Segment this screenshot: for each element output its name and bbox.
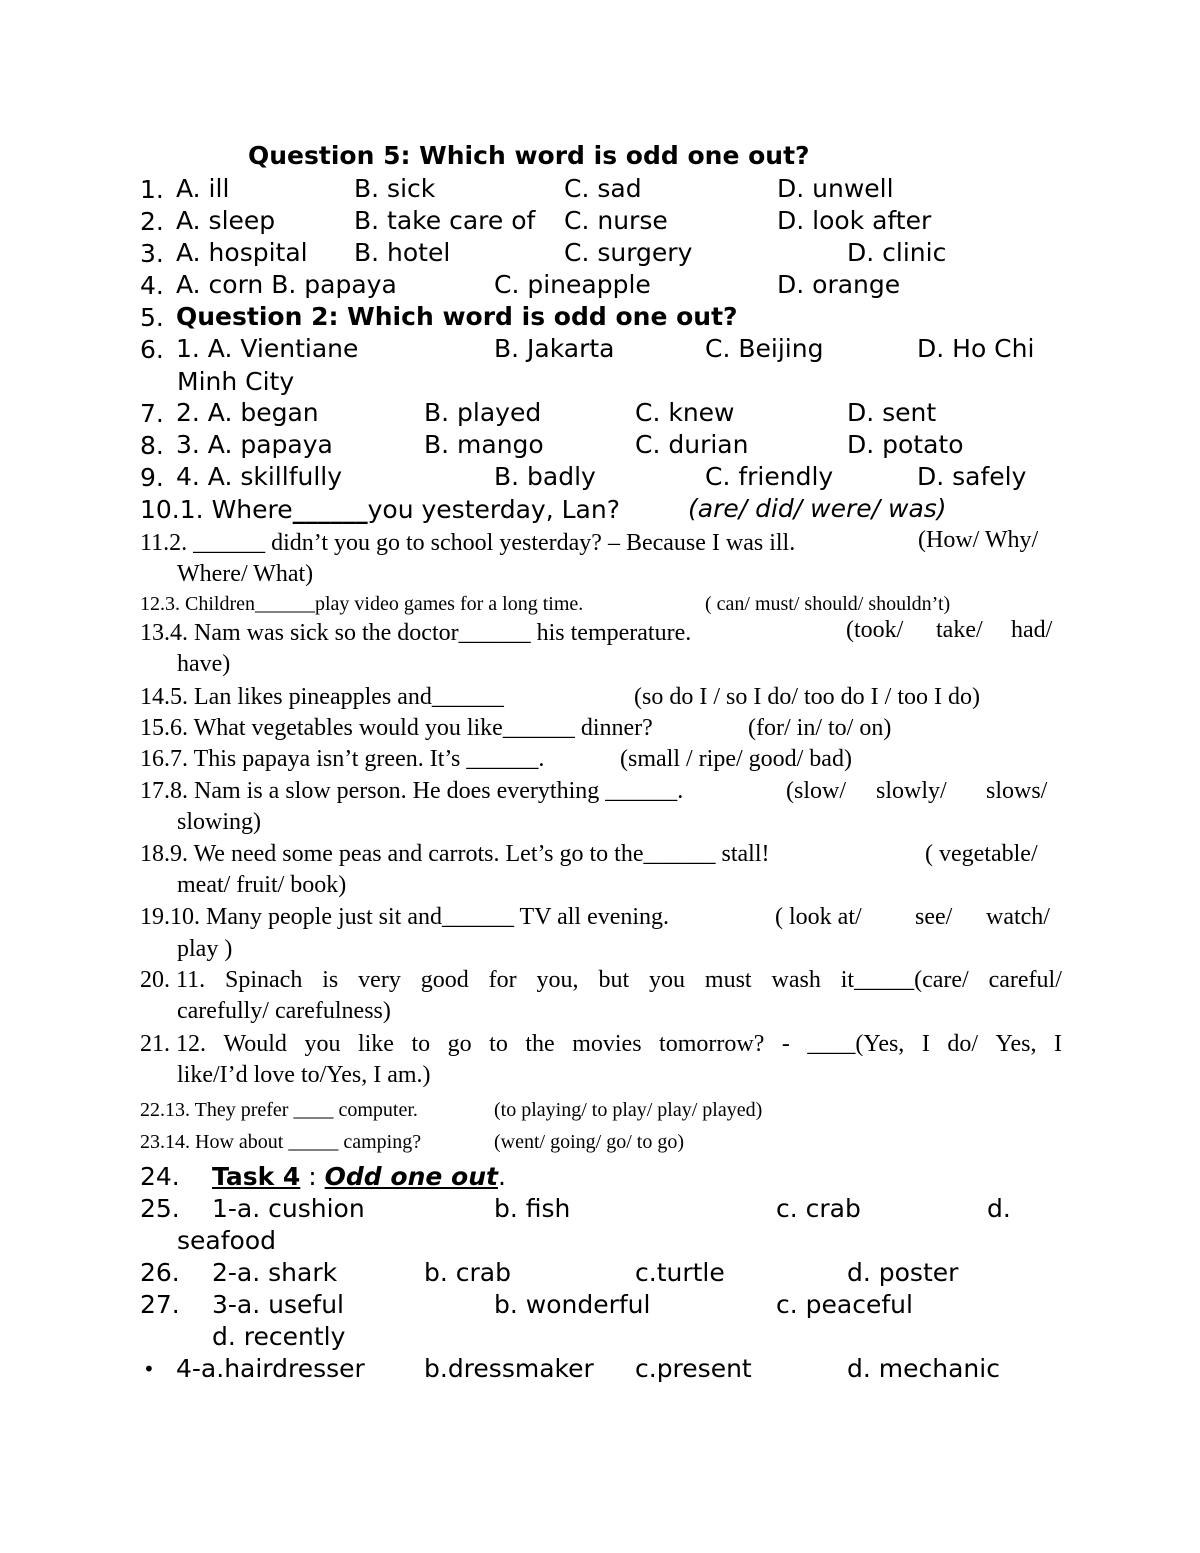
answer-options: (How/ Why/	[918, 527, 1039, 553]
page-title: Question 5: Which word is odd one out?	[248, 141, 810, 170]
word: wash	[771, 967, 821, 993]
option-c: C. knew	[635, 398, 735, 427]
word: Yes,	[995, 1031, 1037, 1057]
option-c: C. nurse	[564, 206, 668, 235]
option-a: 2. A. began	[176, 398, 319, 427]
word: for	[488, 967, 517, 993]
question-5	[140, 302, 164, 334]
option-d: D. sent	[847, 398, 937, 427]
continuation-line: like/I’d love to/Yes, I am.)	[177, 1062, 431, 1088]
question-19	[140, 901, 669, 933]
option-b: B. mango	[424, 430, 544, 459]
word: to	[411, 1031, 431, 1057]
question-12	[140, 588, 583, 620]
answer-options: (small / ripe/ good/ bad)	[620, 746, 852, 772]
question-text: 9. We need some peas and carrots. Let’s go to the______ stall!	[170, 841, 770, 867]
question-17	[140, 775, 683, 807]
question-number: 10.	[140, 495, 180, 524]
option-d: D. orange	[777, 270, 901, 299]
question-16	[140, 743, 544, 775]
option-c: c.present	[635, 1354, 752, 1383]
answer-option: slowly/	[876, 778, 947, 804]
answer-option: had/	[1011, 617, 1053, 643]
question-number: 3.	[140, 239, 164, 268]
question-number: 24.	[140, 1162, 180, 1191]
question-number: 22.	[140, 1099, 165, 1121]
option-b: B. sick	[354, 174, 436, 203]
option-d: d. mechanic	[847, 1354, 1000, 1383]
question-20-number: 20.	[140, 967, 170, 993]
answer-option: (took/	[846, 617, 904, 643]
option-d: D. look after	[777, 206, 932, 235]
question-number: 15.	[140, 715, 170, 741]
question-number: 16.	[140, 746, 170, 772]
answer-options: ( can/ must/ should/ shouldn’t)	[705, 593, 951, 615]
question-number: 18.	[140, 841, 170, 867]
question-text: 6. What vegetables would you like______ dinner?	[170, 715, 653, 741]
question-number: 19.	[140, 904, 170, 930]
question-text: 3. Children______play video games for a long time.	[165, 593, 584, 615]
question-8	[140, 430, 164, 462]
option-c: C. pineapple	[494, 270, 651, 299]
word: you	[649, 967, 686, 993]
word: is	[322, 967, 339, 993]
question-14	[140, 681, 504, 713]
option-a: 3. A. papaya	[176, 430, 333, 459]
task-title: Odd one out	[324, 1162, 498, 1191]
word: go	[447, 1031, 472, 1057]
answer-option: ( look at/	[775, 904, 862, 930]
question-21-number: 21.	[140, 1031, 170, 1057]
option-a: A. hospital	[176, 238, 308, 267]
option-a: 4-a.hairdresser	[176, 1354, 365, 1383]
question-number: 8.	[140, 431, 164, 460]
option-d: D. safely	[917, 462, 1027, 491]
continuation-line: carefully/ carefulness)	[177, 998, 391, 1024]
question-6	[140, 334, 164, 366]
option-a: A. sleep	[176, 206, 276, 235]
question-number: 23.	[140, 1131, 165, 1153]
question-21	[176, 1028, 1062, 1060]
option-ab: A. corn B. papaya	[176, 270, 397, 299]
question-11	[140, 527, 795, 559]
answer-options: (so do I / so I do/ too do I / too I do)	[634, 684, 980, 710]
word: careful/	[988, 967, 1062, 993]
question-18	[140, 838, 769, 870]
question-number: 12.	[140, 593, 165, 615]
question-1	[140, 174, 164, 206]
question-24	[140, 1161, 180, 1193]
word: like	[357, 1031, 394, 1057]
question-25	[140, 1193, 180, 1225]
word: ____(Yes,	[807, 1031, 905, 1057]
option-d: d.	[987, 1194, 1011, 1223]
answer-options: ( vegetable/	[925, 841, 1038, 867]
word: movies	[572, 1031, 642, 1057]
answer-blank: ______	[292, 495, 368, 524]
option-d: d. recently	[212, 1322, 346, 1351]
continuation-line: play )	[177, 936, 233, 962]
question-number: 14.	[140, 684, 170, 710]
option-b: b. wonderful	[494, 1290, 651, 1319]
question-23	[140, 1126, 421, 1158]
task-period: .	[497, 1162, 506, 1191]
answer-options: (to playing/ to play/ play/ played)	[494, 1099, 763, 1121]
word: 11.	[176, 967, 206, 993]
word: to	[489, 1031, 508, 1057]
answer-option: watch/	[986, 904, 1050, 930]
question-number: 11.	[140, 530, 170, 556]
question-13	[140, 617, 691, 649]
option-b: B. Jakarta	[494, 334, 615, 363]
word: 12.	[176, 1031, 206, 1057]
word: -	[781, 1031, 790, 1057]
answer-option: (slow/	[786, 778, 846, 804]
question-text: 1. Where	[179, 495, 293, 524]
question-text: 10. Many people just sit and______ TV all evening.	[170, 904, 670, 930]
option-b: B. played	[424, 398, 542, 427]
question-15	[140, 712, 653, 744]
bullet-icon: •	[143, 1357, 155, 1381]
word: good	[420, 967, 469, 993]
question-text: you yesterday, Lan?	[367, 495, 620, 524]
question-20	[176, 964, 1062, 996]
continuation-line: have)	[177, 651, 231, 677]
option-a: 1-a. cushion	[212, 1194, 365, 1223]
option-d: D. clinic	[847, 238, 947, 267]
word: but	[598, 967, 630, 993]
question-number: 17.	[140, 778, 170, 804]
question-text: 2. ______ didn’t you go to school yesterday? – Because I was ill.	[169, 530, 796, 556]
question-text: 8. Nam is a slow person. He does everything ______.	[170, 778, 684, 804]
answer-option: slows/	[986, 778, 1048, 804]
answer-options: (for/ in/ to/ on)	[748, 715, 892, 741]
option-c: C. durian	[635, 430, 749, 459]
question-9	[140, 462, 164, 494]
option-c: c.turtle	[635, 1258, 725, 1287]
question-4	[140, 270, 164, 302]
question-26	[140, 1257, 180, 1289]
option-c: C. sad	[564, 174, 642, 203]
question-text: 14. How about _____ camping?	[165, 1131, 422, 1153]
option-d: D. potato	[847, 430, 964, 459]
task-label: Task 4	[212, 1162, 301, 1191]
option-a: A. ill	[176, 174, 230, 203]
option-b: B. badly	[494, 462, 596, 491]
option-d: d. poster	[847, 1258, 959, 1287]
option-a: 1. A. Vientiane	[176, 334, 359, 363]
word: you	[304, 1031, 341, 1057]
word: do/	[947, 1031, 979, 1057]
option-a: 4. A. skillfully	[176, 462, 343, 491]
question-number: 1.	[140, 175, 164, 204]
option-b: b. fish	[494, 1194, 571, 1223]
task-heading	[212, 1161, 506, 1193]
answer-option: see/	[915, 904, 953, 930]
option-c: C. Beijing	[705, 334, 824, 363]
question-number: 26.	[140, 1258, 180, 1287]
question-3	[140, 238, 164, 270]
question-10	[140, 494, 620, 526]
word: very	[358, 967, 401, 993]
question-number: 4.	[140, 271, 164, 300]
continuation-line: slowing)	[177, 809, 261, 835]
word: Spinach	[225, 967, 303, 993]
continuation-line: Minh City	[177, 367, 295, 396]
question-text: 4. Nam was sick so the doctor______ his temperature.	[170, 620, 692, 646]
answer-options: (went/ going/ go/ to go)	[494, 1131, 684, 1153]
question-22	[140, 1094, 418, 1126]
question-text: 5. Lan likes pineapples and______	[170, 684, 504, 710]
question-2	[140, 206, 164, 238]
option-d: D. unwell	[777, 174, 894, 203]
question-text: 7. This papaya isn’t green. It’s ______.	[170, 746, 545, 772]
option-b: B. take care of	[354, 206, 536, 235]
answer-options: (are/ did/ were/ was)	[688, 494, 947, 523]
question-number: 25.	[140, 1194, 180, 1223]
section-heading: Question 2: Which word is odd one out?	[176, 302, 738, 331]
word: it_____(care/	[840, 967, 969, 993]
option-a: 2-a. shark	[212, 1258, 338, 1287]
question-text: 13. They prefer ____ computer.	[165, 1099, 418, 1121]
question-number: 7.	[140, 399, 164, 428]
option-c: c. peaceful	[776, 1290, 913, 1319]
word: you,	[536, 967, 579, 993]
continuation-line: meat/ fruit/ book)	[177, 872, 347, 898]
option-c: C. friendly	[705, 462, 834, 491]
continuation-line: seafood	[177, 1226, 276, 1255]
question-number: 13.	[140, 620, 170, 646]
option-c: c. crab	[776, 1194, 861, 1223]
question-number: 6.	[140, 335, 164, 364]
option-c: C. surgery	[564, 238, 693, 267]
question-7	[140, 398, 164, 430]
question-number: 5.	[140, 303, 164, 332]
option-d: D. Ho Chi	[917, 334, 1035, 363]
word: the	[525, 1031, 555, 1057]
option-b: b.dressmaker	[424, 1354, 594, 1383]
word: tomorrow?	[659, 1031, 765, 1057]
option-b: B. hotel	[354, 238, 451, 267]
question-number: 27.	[140, 1290, 180, 1319]
question-27	[140, 1289, 180, 1321]
answer-option: take/	[936, 617, 983, 643]
option-b: b. crab	[424, 1258, 511, 1287]
task-separator: :	[300, 1162, 325, 1191]
question-number: 9.	[140, 463, 164, 492]
word: I	[1053, 1031, 1062, 1057]
continuation-line: Where/ What)	[177, 561, 314, 587]
question-number: 2.	[140, 207, 164, 236]
word: Would	[223, 1031, 287, 1057]
word: must	[704, 967, 752, 993]
word: I	[921, 1031, 930, 1057]
option-a: 3-a. useful	[212, 1290, 344, 1319]
